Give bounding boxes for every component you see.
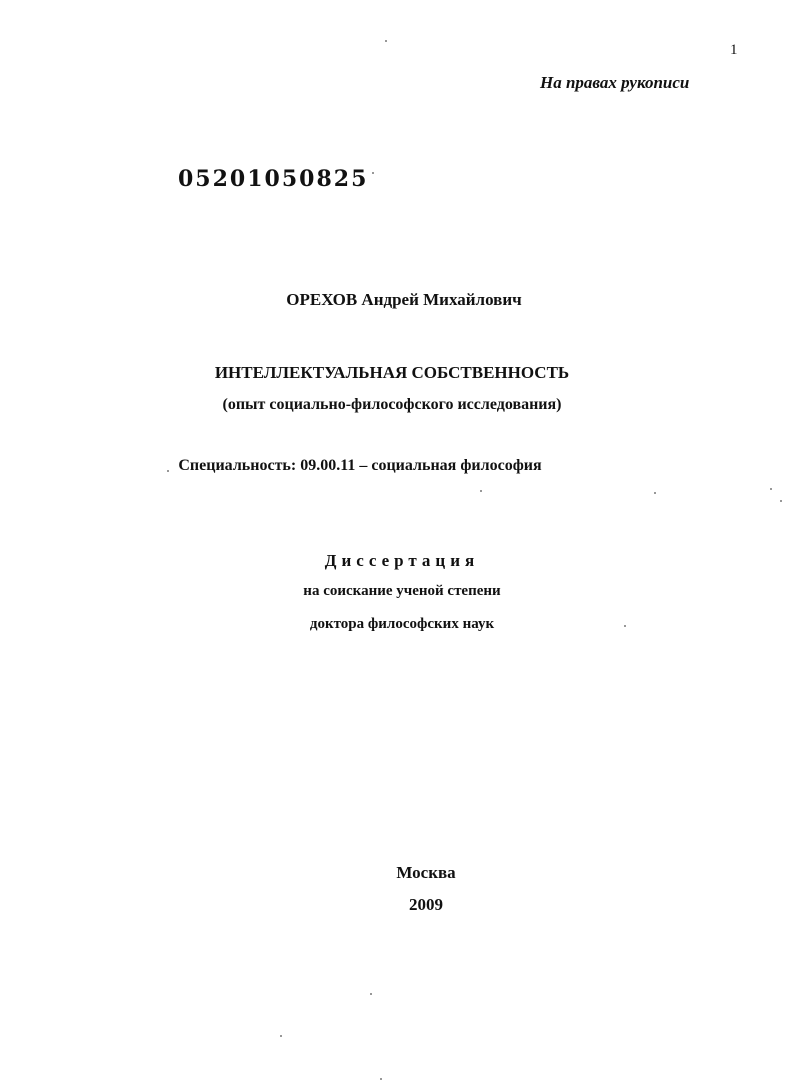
scan-speck — [167, 470, 169, 472]
document-type: Диссертация — [324, 551, 480, 570]
dissertation-title: ИНТЕЛЛЕКТУАЛЬНАЯ СОБСТВЕННОСТЬ — [214, 363, 570, 382]
scan-speck — [280, 1035, 282, 1037]
scan-speck — [654, 492, 656, 494]
scan-speck — [372, 172, 374, 174]
degree-line-2: доктора философских наук — [309, 616, 495, 632]
registration-number: 05201050825 — [178, 166, 369, 192]
page-number: 1 — [730, 42, 738, 58]
scan-speck — [480, 490, 482, 492]
dissertation-subtitle: (опыт социально-философского исследования) — [222, 396, 562, 413]
scan-speck — [624, 625, 626, 627]
degree-line-1: на соискание ученой степени — [303, 583, 501, 599]
author-name: ОРЕХОВ Андрей Михайлович — [286, 290, 522, 309]
scan-speck — [380, 1078, 382, 1080]
specialty-line: Специальность: 09.00.11 – социальная философия — [178, 457, 542, 474]
scan-speck — [370, 993, 372, 995]
scan-speck — [780, 500, 782, 502]
scan-speck — [385, 40, 387, 42]
scan-speck — [770, 488, 772, 490]
rights-notice: На правах рукописи — [540, 73, 690, 92]
city: Москва — [396, 863, 456, 882]
year: 2009 — [409, 895, 443, 914]
